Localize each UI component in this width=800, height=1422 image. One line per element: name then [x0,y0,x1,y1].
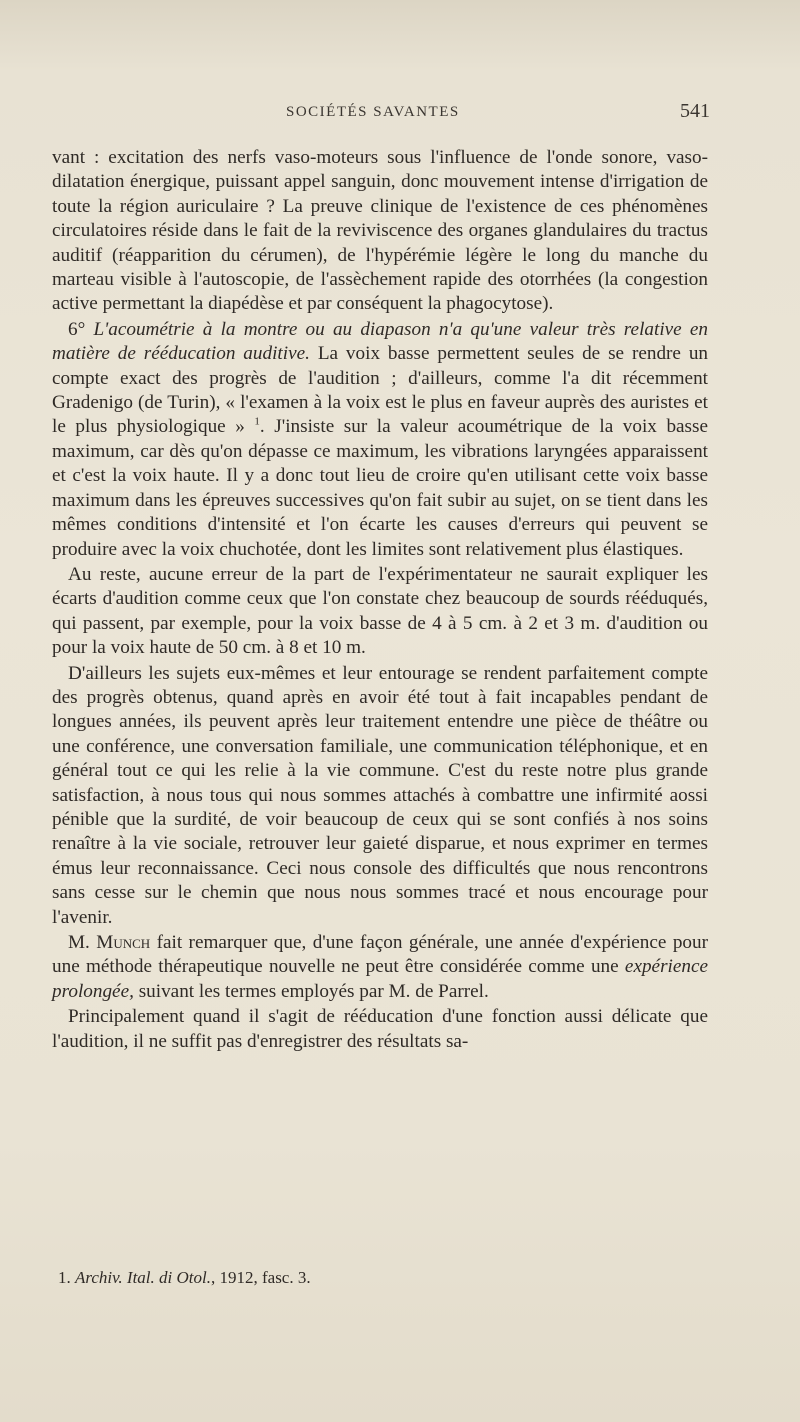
paragraph-5-text-b: suivant les termes employés par M. de Parrel. [138,980,489,1002]
section-italic-lead: L'acoumétrie à la montre ou au diapason n'a qu'une valeur très relative en matière de rééducation auditive. [52,318,708,365]
footnote-reference: 1 [254,416,260,429]
paragraph-1 [52,146,708,317]
page-header [56,100,710,130]
speaker-name: M. Munch [68,932,151,953]
paragraph-6-text: Principalement quand il s'agit de rééducation d'une fonction aussi délicate que l'audition, il ne suffit pas d'enregistrer des résultats sa- [52,1006,708,1052]
paragraph-4-text: D'ailleurs les sujets eux-mêmes et leur entourage se rendent parfaitement compte des progrès obtenus, quand après en avoir été tout à fait incapables pendant de longues années, ils peuvent après leur traitement entendre une pièce de théâtre ou une conférence, une conversation familiale, une communication téléphonique, et en général tout ce qui les relie à la vie commune. C'est du reste notre plus grande satisfaction, à nous tous qui nous sommes attachés à combattre une infirmité aossi pénible que la surdité, de voir beaucoup de ceux qui se sont confiés à nos soins renaître à la vie sociale, retrouver leur gaieté disparue, et nous exprimer en termes émus leur reconnaissance. Ceci nous console des difficultés que nous rencontrons sans cesse sur le chemin que nous nous sommes tracé et nous encourage pour l'avenir. [52,662,708,928]
paragraph-5-text-a: fait remarquer que, d'une façon générale, une année d'expérience pour une méthode thérapeutique nouvelle ne peut être considérée comme une [52,932,708,978]
paragraph-1-text: vant : excitation des nerfs vaso-moteurs sous l'influence de l'onde sonore, vaso-dilatation énergique, puissant appel sanguin, donc mouvement intense d'irrigation de toute la région auriculaire ? La preuve clinique de l'existence de ces phénomènes circulatoires réside dans le fait de la reviviscence des organes glandulaires du tractus auditif (réapparition du cérumen), de l'hypérémie légère le long du manche du marteau visible à l'autoscopie, de l'assèchement rapide des otorrhées (la congestion active permettant la diapédèse et par conséquent la phagocytose). [52,147,708,315]
paragraph-6 [52,1005,708,1054]
footnote [58,1268,698,1288]
paragraph-5-italic: expérience prolongée, [52,956,709,1002]
paragraph-4 [52,662,708,930]
paragraph-3 [52,563,708,661]
paragraph-3-text: Au reste, aucune erreur de la part de l'expérimentateur ne saurait expliquer les écarts d'audition comme ceux que l'on constate chez beaucoup de sourds rééduqués, qui passent, par exemple, pour la voix basse de 4 à 5 cm. à 2 et 3 m. d'audition ou pour la voix haute de 50 cm. à 8 et 10 m. [52,563,708,659]
footnote-details: , 1912, fasc. 3. [210,1268,311,1287]
paragraph-2-text-a: La voix basse permettent seules de se rendre un compte exact des progrès de l'audition ; d'ailleurs, comme l'a dit récemment Gradenigo (de Turin), « l'examen à la voix est le plus en faveur auprès des auristes et le plus physiologique » [52,343,709,438]
paragraph-5 [52,931,708,1004]
section-number: 6° [68,318,86,340]
running-head: SOCIÉTÉS SAVANTES [286,104,460,120]
paragraph-2-text-b: . J'insiste sur la valeur acoumétrique de la voix basse maximum, car dès qu'on dépasse ce maximum, les vibrations laryngées apparaissent et c'est la voix haute. Il y a donc tout lieu de croire qu'en utilisant cette voix basse maximum dans les épreuves successives qu'on fait subir au sujet, on se tient dans les mêmes conditions d'intensité et l'on écarte les causes d'erreurs qui peuvent se produire avec la voix chuchotée, dont les limites sont relativement plus élastiques. [52,416,709,560]
footnote-number: 1. [58,1268,71,1287]
paragraph-2 [52,318,708,562]
page-number: 541 [680,100,710,122]
body-text [52,146,708,1054]
footnote-source: Archiv. Ital. di Otol. [75,1268,211,1287]
